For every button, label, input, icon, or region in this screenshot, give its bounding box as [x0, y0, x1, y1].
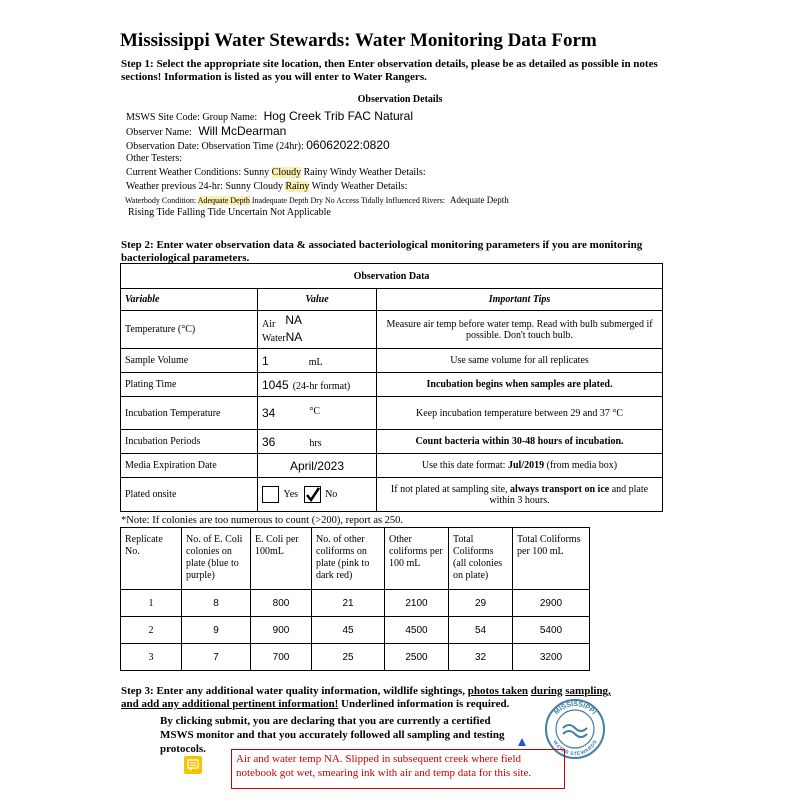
- sample-volume-row: [121, 349, 663, 373]
- page-title: Mississippi Water Stewards: Water Monitoring Data Form: [120, 30, 597, 51]
- header-value: Value: [258, 289, 377, 311]
- observer-label: Observer Name:: [126, 127, 192, 138]
- waterbody-row: [125, 195, 509, 205]
- comment-annotation[interactable]: Air and water temp NA. Slipped in subsequent creek where field notebook got wet, smearing ink with air and temp data for this site.: [231, 749, 565, 789]
- rep-header-other-colonies: No. of other coliforms on plate (pink to dark red): [312, 528, 385, 590]
- yes-label: Yes: [283, 488, 299, 500]
- plating-time-tip: Incubation begins when samples are plated.: [377, 373, 663, 397]
- step2-instructions: Step 2: Enter water observation data & associated bacteriological monitoring parameters if you are monitoring bacteriological parameters.: [121, 239, 643, 264]
- step3-photos: photos taken: [467, 685, 528, 697]
- plated-onsite-tip: [377, 478, 663, 512]
- site-row: [126, 109, 413, 123]
- plated-tip-bold: always transport on ice: [510, 483, 610, 495]
- replicate-value[interactable]: 3200: [513, 644, 590, 671]
- replicate-value[interactable]: 700: [251, 644, 312, 671]
- incubation-temp-value[interactable]: 34: [262, 406, 276, 420]
- incubation-temp-row: [121, 397, 663, 430]
- media-tip-pre: Use this date format:: [421, 460, 508, 471]
- replicate-value[interactable]: 25: [312, 644, 385, 671]
- incubation-period-label: Incubation Periods: [121, 430, 258, 454]
- incubation-period-row: [121, 430, 663, 454]
- current-weather-row: [126, 167, 426, 178]
- observer-row: [126, 124, 286, 138]
- sample-volume-label: Sample Volume: [121, 349, 258, 373]
- step3-additional: and add any additional pertinent information!: [121, 698, 339, 710]
- cursor-marker-icon: [518, 733, 524, 739]
- waterbody-value[interactable]: Adequate Depth: [449, 195, 509, 205]
- replicate-value[interactable]: 32: [449, 644, 513, 671]
- water-label: Water: [262, 332, 286, 344]
- replicate-value[interactable]: 2100: [385, 590, 449, 617]
- rep-header-total-per100: Total Coliforms per 100 mL: [513, 528, 590, 590]
- plated-onsite-row: [121, 478, 663, 512]
- date-label: Observation Date: Observation Time (24hr):: [126, 141, 304, 152]
- replicate-value[interactable]: 29: [449, 590, 513, 617]
- plating-time-row: [121, 373, 663, 397]
- incubation-period-tip: Count bacteria within 30-48 hours of incubation.: [377, 430, 663, 454]
- yes-checkbox[interactable]: [262, 486, 279, 503]
- media-expiration-label: Media Expiration Date: [121, 454, 258, 478]
- tide-options[interactable]: Rising Tide Falling Tide Uncertain Not Applicable: [128, 207, 331, 218]
- replicate-number: 1: [121, 590, 182, 617]
- previous-weather-selected[interactable]: Rainy: [285, 181, 310, 192]
- table-row: [121, 590, 590, 617]
- waterbody-rest: Inadequate Depth Dry No Access Tidally Influenced Rivers:: [249, 196, 445, 205]
- certification-declaration: By clicking submit, you are declaring that you are currently a certified MSWS monitor and that you accurately followed all sampling and testing protocols.: [160, 715, 505, 755]
- sample-volume-value[interactable]: 1: [262, 353, 269, 368]
- plated-onsite-label: Plated onsite: [121, 478, 258, 512]
- media-expiration-tip: [377, 454, 663, 478]
- media-tip-format: Jul/2019: [507, 460, 545, 471]
- plated-tip-post: and plate within 3 hours.: [489, 483, 649, 506]
- step3-required-note: Underlined information is required.: [338, 698, 510, 710]
- table-row: [121, 644, 590, 671]
- rep-header-ecoli-per100: E. Coli per 100mL: [251, 528, 312, 590]
- plating-time-label: Plating Time: [121, 373, 258, 397]
- rep-header-replicate: Replicate No.: [121, 528, 182, 590]
- replicate-value[interactable]: 45: [312, 617, 385, 644]
- replicate-value[interactable]: 8: [182, 590, 251, 617]
- sample-volume-unit: mL: [308, 356, 323, 368]
- sample-volume-tip: Use same volume for all replicates: [377, 349, 663, 373]
- observation-table: [120, 263, 663, 512]
- seal-top-text: MISSISSIPPI: [553, 700, 598, 717]
- incubation-period-unit: hrs: [309, 437, 322, 449]
- rep-header-total-colonies: Total Coliforms (all colonies on plate): [449, 528, 513, 590]
- replicate-value[interactable]: 21: [312, 590, 385, 617]
- replicate-value[interactable]: 900: [251, 617, 312, 644]
- air-label: Air: [262, 318, 276, 330]
- comment-icon[interactable]: [184, 756, 202, 774]
- previous-weather-label: Weather previous 24-hr: Sunny Cloudy: [126, 181, 286, 192]
- header-variable: Variable: [121, 289, 258, 311]
- temperature-tip: Measure air temp before water temp. Read with bulb submerged if possible. Don't touch bulb.: [377, 311, 663, 349]
- replicate-value[interactable]: 4500: [385, 617, 449, 644]
- observation-table-caption: Observation Data: [121, 264, 663, 289]
- date-row: [126, 138, 390, 152]
- replicate-value[interactable]: 9: [182, 617, 251, 644]
- air-value[interactable]: NA: [285, 312, 303, 327]
- other-testers[interactable]: Other Testers:: [126, 153, 183, 164]
- replicate-value[interactable]: 2500: [385, 644, 449, 671]
- replicate-table: [120, 527, 590, 671]
- site-value[interactable]: Hog Creek Trib FAC Natural: [263, 109, 413, 123]
- current-weather-label: Current Weather Conditions: Sunny: [126, 167, 272, 178]
- replicate-value[interactable]: 5400: [513, 617, 590, 644]
- previous-weather-row: [126, 181, 407, 192]
- replicate-number: 3: [121, 644, 182, 671]
- current-weather-rest: Rainy Windy Weather Details:: [301, 167, 426, 178]
- rep-header-other-per100: Other coliforms per 100 mL: [385, 528, 449, 590]
- water-value[interactable]: NA: [285, 329, 303, 344]
- header-tips: Important Tips: [377, 289, 663, 311]
- incubation-temp-unit: °C: [309, 406, 321, 417]
- date-value[interactable]: 06062022:0820: [306, 138, 390, 152]
- waterbody-selected[interactable]: Adequate Depth: [197, 196, 250, 205]
- plating-time-value[interactable]: 1045: [262, 377, 289, 392]
- plated-tip-pre: If not plated at sampling site,: [390, 483, 511, 495]
- seal-bottom-text: WATER STEWARDS: [551, 739, 599, 758]
- checkmark-icon: [305, 487, 320, 502]
- replicate-value[interactable]: 7: [182, 644, 251, 671]
- observer-value[interactable]: Will McDearman: [198, 124, 287, 138]
- incubation-period-value[interactable]: 36: [262, 434, 276, 449]
- step3-during: during: [530, 685, 563, 697]
- replicate-value[interactable]: 54: [449, 617, 513, 644]
- replicate-value[interactable]: 2900: [513, 590, 590, 617]
- no-label: No: [325, 488, 338, 500]
- temperature-row: [121, 311, 663, 349]
- replicate-value[interactable]: 800: [251, 590, 312, 617]
- previous-weather-rest: Windy Weather Details:: [309, 181, 408, 192]
- replicate-number: 2: [121, 617, 182, 644]
- colony-note: *Note: If colonies are too numerous to count (>200), report as 250.: [121, 515, 404, 526]
- current-weather-selected[interactable]: Cloudy: [271, 167, 302, 178]
- media-expiration-row: [121, 454, 663, 478]
- no-checkbox[interactable]: [304, 486, 321, 503]
- incubation-temp-tip: Keep incubation temperature between 29 and 37 °C: [377, 397, 663, 430]
- step3-text-a: Step 3: Enter any additional water quality information, wildlife sightings,: [121, 685, 468, 697]
- temperature-label: Temperature (°C): [121, 311, 258, 349]
- observation-details-heading: Observation Details: [357, 94, 443, 105]
- site-label: MSWS Site Code: Group Name:: [126, 112, 258, 123]
- table-row: [121, 617, 590, 644]
- plating-time-unit: (24-hr format): [292, 380, 351, 392]
- rep-header-ecoli-colonies: No. of E. Coli colonies on plate (blue to purple): [182, 528, 251, 590]
- incubation-temp-label: Incubation Temperature: [121, 397, 258, 430]
- media-expiration-value[interactable]: April/2023: [289, 458, 345, 473]
- waterbody-label: Waterbody Condition:: [125, 196, 198, 205]
- step1-instructions: Step 1: Select the appropriate site location, then Enter observation details, please be as detailed as possible in notes sections! Information is listed as you will enter to Water Rangers.: [121, 58, 658, 83]
- step3-sampling: sampling,: [565, 685, 611, 697]
- media-tip-post: (from media box): [544, 460, 618, 471]
